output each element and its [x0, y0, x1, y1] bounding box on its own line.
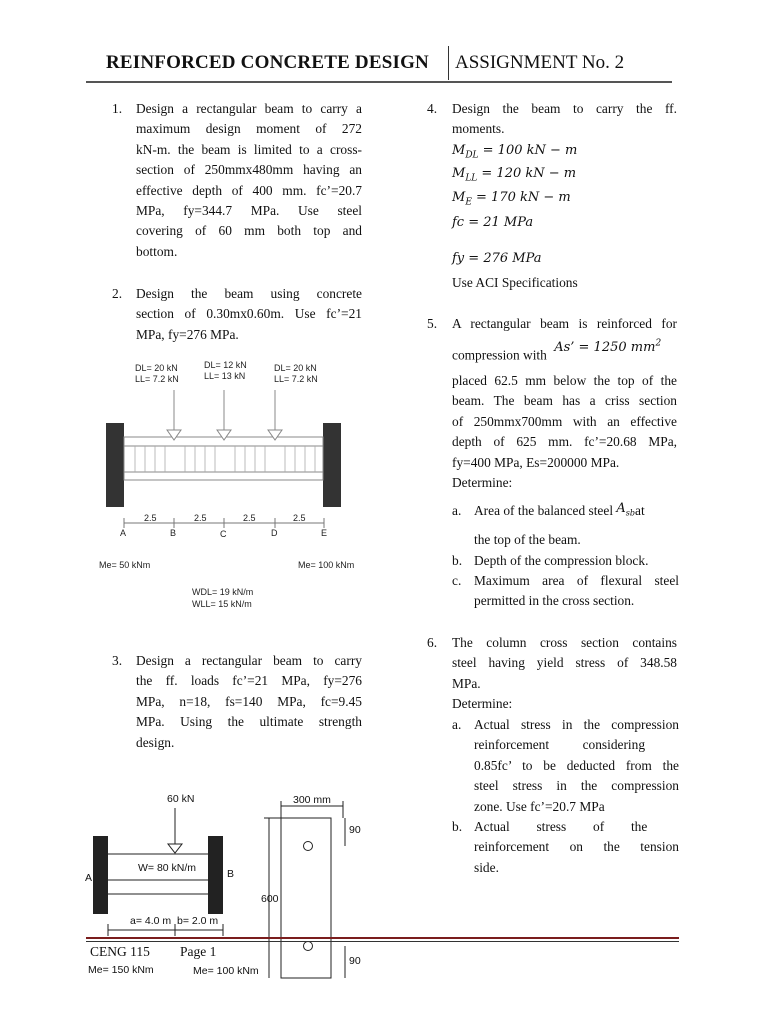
- text-line: The column cross section contains: [452, 635, 677, 650]
- problem-text: [452, 633, 677, 715]
- text-line: effective depth of 400 mm. fc’=20.7: [136, 182, 362, 198]
- footer-page: Page 1: [180, 944, 217, 959]
- point-label: C: [220, 529, 227, 539]
- label-line: WLL= 15 kN/m: [192, 599, 252, 609]
- problem-number: 5.: [427, 316, 438, 331]
- text-line: Design the beam using concrete: [136, 286, 362, 301]
- text-line: Design a rectangular beam to carry: [136, 653, 362, 668]
- footer-rule-red: [86, 937, 679, 939]
- dim-a-label: a= 4.0 m: [130, 915, 172, 927]
- footer-rule-dark: [86, 941, 679, 942]
- span-label: 2.5: [194, 513, 207, 523]
- label-line: WDL= 19 kN/m: [192, 587, 254, 597]
- text-line: the ff. loads fc’=21 MPa, fy=276: [136, 673, 362, 689]
- beam-diagram: [95, 360, 365, 616]
- cover-top-label: 90: [349, 824, 361, 836]
- value: = 120 kN − m: [477, 166, 577, 181]
- item-label: b.: [452, 819, 463, 834]
- beam-figure-2: [95, 360, 365, 616]
- item-b: [474, 817, 679, 878]
- point-label: E: [321, 528, 328, 538]
- text-line: section of 0.30mx0.60m. Use fc’=21: [136, 306, 362, 322]
- point-label: A: [120, 528, 127, 538]
- value: = 170 kN − m: [471, 190, 571, 205]
- text-line: depth of 625 mm. fc’=20.68 MPa,: [452, 434, 677, 450]
- text-line: Design a rectangular beam to carry a: [136, 101, 362, 116]
- fc-value: [452, 213, 533, 233]
- problem-text: [452, 99, 677, 140]
- header-rule: [86, 81, 672, 83]
- text-line: design.: [136, 734, 175, 750]
- value: = 100 kN − m: [478, 143, 578, 158]
- aci-note: Use ACI Specifications: [452, 275, 578, 290]
- label-line: LL= 7.2 kN: [135, 374, 179, 384]
- problem-number: 1.: [112, 101, 123, 116]
- text-line: fy=400 MPa, Es=200000 MPa.: [452, 454, 620, 470]
- problem-text: [136, 284, 362, 345]
- text-line: reinforcement considering: [474, 737, 646, 753]
- label-line: LL= 13 kN: [204, 371, 246, 381]
- label-line: DL= 12 kN: [204, 360, 247, 370]
- text-line: 0.85fc’ to be deducted from the: [474, 757, 679, 773]
- label-line: DL= 20 kN: [274, 363, 317, 373]
- text-line: reinforcement on the tension: [474, 839, 679, 855]
- assignment-title: ASSIGNMENT No. 2: [455, 52, 625, 73]
- text-line: bottom.: [136, 243, 178, 259]
- end-moment-left: Me= 50 kNm: [99, 560, 151, 570]
- text: compression with: [452, 347, 547, 363]
- item-label: c.: [452, 573, 462, 588]
- item-a-cont: the top of the beam.: [474, 532, 581, 547]
- text-line: MPa, fy=344.7 MPa. Use steel: [136, 203, 362, 219]
- text-line: MPa. Using the ultimate strength: [136, 714, 362, 730]
- page-header: [86, 44, 672, 82]
- text: Area of the balanced steel: [474, 503, 614, 518]
- moment-ll: [452, 164, 576, 189]
- subscript: DL: [465, 150, 479, 161]
- symbol: M: [452, 190, 466, 205]
- item-a: [474, 501, 679, 527]
- text-line: Actual stress of the: [474, 819, 648, 834]
- as-equation: [554, 340, 661, 355]
- item-label: b.: [452, 553, 463, 568]
- item-b: Depth of the compression block.: [474, 553, 649, 568]
- symbol: A: [616, 501, 626, 516]
- problem-number: 3.: [112, 653, 123, 668]
- problem-number: 4.: [427, 101, 438, 116]
- load-label-2: [204, 360, 247, 382]
- span-label: 2.5: [243, 513, 256, 523]
- end-moment-right: Me= 100 kNm: [298, 560, 355, 570]
- determine-label: Determine:: [452, 696, 513, 712]
- subscript: LL: [465, 173, 478, 184]
- moment-e: [452, 188, 571, 213]
- equation: As’ = 1250 mm: [554, 340, 656, 356]
- asb-symbol: [616, 501, 635, 516]
- text-line: covering of 60 mm both top and: [136, 223, 362, 239]
- text-line: side.: [474, 859, 499, 875]
- symbol: M: [452, 166, 466, 181]
- label-line: DL= 20 kN: [135, 363, 178, 373]
- footer-course: CENG 115: [90, 944, 150, 959]
- text-line: beam. The beam has a criss section: [452, 393, 677, 409]
- problem-text: [136, 651, 362, 753]
- support-b-label: B: [227, 868, 235, 880]
- load-label-3: [274, 363, 318, 385]
- section-depth-label: 600: [261, 893, 279, 905]
- subscript: E: [465, 197, 472, 208]
- text-line: MPa.: [452, 675, 481, 691]
- problem-text: [452, 371, 677, 493]
- text-line: MPa, fy=276 MPa.: [136, 326, 239, 342]
- end-moment-left: Me= 150 kNm: [88, 964, 154, 976]
- text-line: kN-m. the beam is limited to a cross-: [136, 141, 362, 157]
- item-a: [474, 715, 679, 817]
- header-divider: [448, 46, 449, 80]
- text-line: zone. Use fc’=20.7 MPa: [474, 798, 605, 814]
- text-line: moments.: [452, 121, 505, 137]
- span-label: 2.5: [293, 513, 306, 523]
- label-line: LL= 7.2 kN: [274, 374, 318, 384]
- value: = 21 MPa: [464, 215, 534, 230]
- udl-label: W= 80 kN/m: [138, 862, 197, 874]
- problem-number: 6.: [427, 635, 438, 650]
- item-c: [474, 571, 679, 612]
- text-line: Design the beam to carry the ff.: [452, 101, 677, 116]
- point-load-label: 60 kN: [167, 793, 195, 805]
- text-line: section of 250mmx480mm having an: [136, 162, 362, 178]
- item-label: a.: [452, 717, 462, 732]
- problem-line-1: A rectangular beam is reinforced for: [452, 316, 677, 331]
- problem-number: 2.: [112, 286, 123, 301]
- text-line: of 250mmx700mm with an effective: [452, 413, 677, 429]
- symbol: fc: [452, 215, 465, 230]
- support-a-label: A: [85, 872, 93, 884]
- text-line: steel having yield stress of 348.58: [452, 655, 677, 671]
- end-moment-right: Me= 100 kNm: [193, 965, 259, 977]
- point-label: D: [271, 528, 278, 538]
- problem-text: [136, 99, 362, 262]
- course-title: REINFORCED CONCRETE DESIGN: [106, 52, 429, 73]
- item-label: a.: [452, 503, 462, 518]
- determine-label: Determine:: [452, 475, 513, 491]
- text-line: maximum design moment of 272: [136, 121, 362, 137]
- text-line: Maximum area of flexural steel: [474, 573, 679, 588]
- superscript: 2: [655, 339, 662, 349]
- text-line: MPa, n=18, fs=140 MPa, fc=9.45: [136, 693, 362, 709]
- text: at: [635, 503, 645, 518]
- symbol: M: [452, 143, 466, 158]
- text-line: permitted in the cross section.: [474, 593, 635, 609]
- moment-dl: [452, 141, 577, 166]
- fy-value: fy = 276 MPa: [452, 251, 542, 266]
- text-line: placed 62.5 mm below the top of the: [452, 373, 677, 388]
- dim-b-label: b= 2.0 m: [177, 915, 219, 927]
- point-label: B: [170, 528, 177, 538]
- section-width-label: 300 mm: [293, 794, 331, 806]
- text-line: steel stress in the compression: [474, 778, 679, 794]
- span-label: 2.5: [144, 513, 157, 523]
- text-line: Actual stress in the compression: [474, 717, 679, 732]
- problem-line-2: [452, 339, 677, 367]
- distributed-load-labels: [192, 586, 253, 610]
- cover-bottom-label: 90: [349, 955, 361, 967]
- load-label-1: [135, 363, 179, 385]
- subscript: sb: [625, 508, 636, 518]
